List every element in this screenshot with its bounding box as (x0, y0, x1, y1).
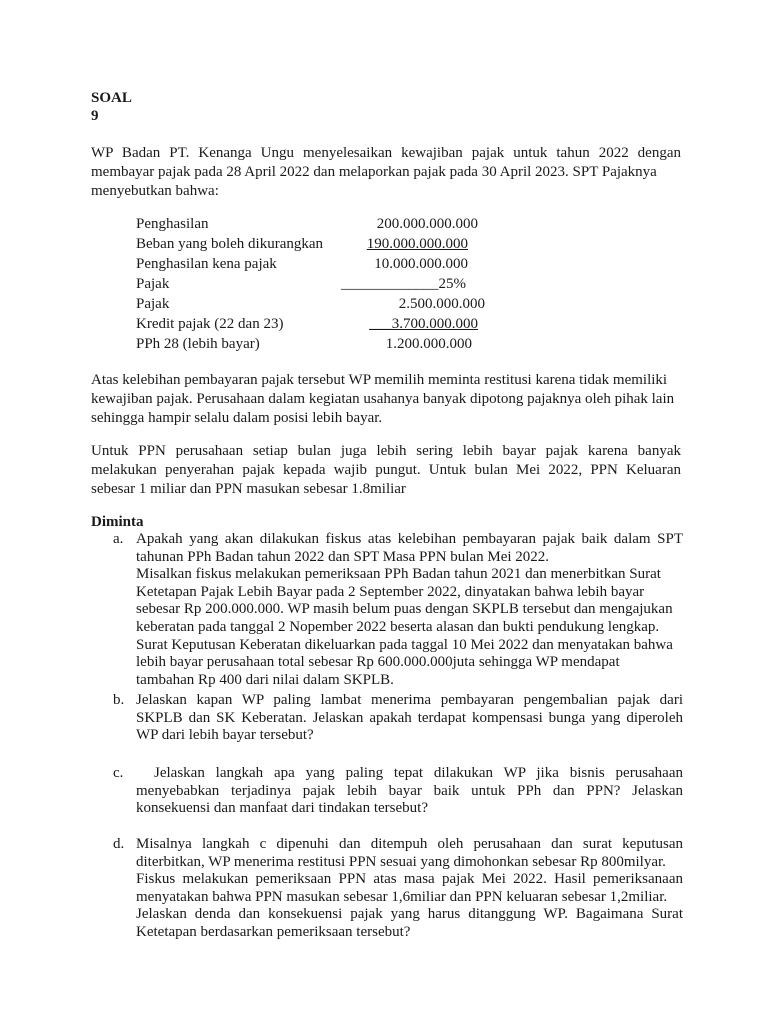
question-heading (91, 89, 132, 125)
item-line: Apakah yang akan dilakukan fiskus atas kelebihan pembayaran pajak baik dalam SPT (136, 531, 683, 547)
intro-line: membayar pajak pada 28 April 2022 dan melaporkan pajak pada 30 April 2023. SPT Pajaknya (91, 164, 657, 180)
item-line: keberatan pada tanggal 2 Nopember 2022 beserta alasan dan bukti pendukung lengkap. (136, 618, 660, 635)
paragraph-line: sehingga hampir selalu dalam posisi lebih bayar. (91, 410, 383, 426)
paragraph-line: Untuk PPN perusahaan setiap bulan juga lebih sering lebih bayar pajak karena banyak (91, 443, 681, 459)
spt-row (136, 294, 496, 314)
spt-label: Pajak (136, 296, 170, 312)
item-line: Fiskus melakukan pemeriksaan PPN atas masa pajak Mei 2022. Hasil pemeriksanaan (136, 871, 683, 888)
item-line: Misalkan fiskus melakukan pemeriksaan PPh Badan tahun 2021 dan menerbitkan Surat (136, 566, 661, 583)
item-marker: c. (113, 765, 124, 781)
item-line: SKPLB dan SK Keberatan. Jelaskan apakah terdapat kompensasi bunga yang diperoleh (136, 709, 683, 726)
item-line: menyatakan bahwa PPN masukan sebesar 1,6miliar dan PPN keluaran sebesar 1,2miliar. (136, 888, 668, 905)
item-line: menyebabkan terjadinya pajak lebih bayar baik untuk PPh dan PPN? Jelaskan (136, 782, 683, 799)
spt-row (136, 274, 496, 294)
item-line: diterbitkan, WP menerima restitusi PPN sesuai yang dimohonkan sebesar Rp 800milyar. (136, 853, 666, 870)
restitution-paragraph (91, 371, 681, 428)
item-body (136, 765, 683, 818)
paragraph-line: kewajiban pajak. Perusahaan dalam kegiatan usahanya banyak dipotong pajaknya oleh pihak lain (91, 391, 675, 407)
spt-value: _____________25% (341, 276, 466, 292)
item-line: tahunan PPh Badan tahun 2022 dan SPT Masa PPN bulan Mei 2022. (136, 548, 550, 565)
item-line: Jelaskan langkah apa yang paling tepat dilakukan WP jika bisnis perusahaan (154, 765, 683, 781)
spt-table (136, 214, 496, 354)
spt-label: Penghasilan kena pajak (136, 256, 277, 272)
spt-value: 190.000.000.000 (366, 236, 468, 252)
intro-line: menyebutkan bahwa: (91, 183, 219, 199)
item-body (136, 836, 683, 942)
spt-value: ___3.700.000.000 (369, 316, 478, 332)
heading-title: SOAL (91, 90, 132, 106)
intro-paragraph (91, 144, 681, 201)
paragraph-line: Atas kelebihan pembayaran pajak tersebut WP memilih meminta restitusi karena tidak memiliki (91, 372, 668, 388)
item-line: Ketetapan berdasarkan pemeriksaan tersebut? (136, 923, 411, 940)
spt-label: Beban yang boleh dikurangkan (136, 236, 324, 252)
intro-line: WP Badan PT. Kenanga Ungu menyelesaikan kewajiban pajak untuk tahun 2022 dengan (91, 145, 681, 161)
paragraph-line: sebesar 1 miliar dan PPN masukan sebesar 1.8miliar (91, 481, 406, 497)
item-line: konsekuensi dan manfaat dari tindakan tersebut? (136, 800, 428, 817)
spt-value: 200.000.000.000 (376, 216, 478, 232)
spt-row (136, 254, 496, 274)
item-line: Surat Keputusan Keberatan dikeluarkan pada taggal 10 Mei 2022 dan menyatakan bahwa (136, 636, 673, 653)
item-body (136, 692, 683, 745)
item-line: Jelaskan denda dan konsekuensi pajak yang harus ditanggung WP. Bagaimana Surat (136, 906, 683, 923)
spt-label: Penghasilan (136, 216, 209, 232)
item-line: tambahan Rp 400 dari nilai dalam SKPLB. (136, 671, 394, 688)
item-line: Misalnya langkah c dipenuhi dan ditempuh oleh perusahaan dan surat keputusan (136, 836, 683, 852)
item-marker: b. (113, 692, 125, 708)
spt-label: PPh 28 (lebih bayar) (136, 336, 260, 352)
paragraph-line: melakukan penyerahan pajak kepada wajib pungut. Untuk bulan Mei 2022, PPN Keluaran (91, 462, 681, 478)
spt-row (136, 314, 496, 334)
spt-row (136, 334, 496, 354)
heading-number: 9 (91, 108, 99, 124)
spt-value: 2.500.000.000 (398, 296, 485, 312)
spt-row (136, 234, 496, 254)
item-marker: a. (113, 531, 124, 547)
diminta-heading: Diminta (91, 514, 144, 530)
item-line: WP dari lebih bayar tersebut? (136, 727, 314, 744)
spt-row (136, 214, 496, 234)
item-line: sebesar Rp 200.000.000. WP masih belum puas dengan SKPLB tersebut dan mengajukan (136, 601, 673, 618)
item-marker: d. (113, 836, 125, 852)
spt-value: 1.200.000.000 (385, 336, 472, 352)
item-line: Jelaskan kapan WP paling lambat menerima pembayaran pengembalian pajak dari (136, 692, 683, 708)
spt-label: Pajak (136, 276, 170, 292)
item-line: Ketetapan Pajak Lebih Bayar pada 2 September 2022, dinyatakan bahwa lebih bayar (136, 583, 645, 600)
item-body (136, 531, 683, 689)
spt-value: 10.000.000.000 (374, 256, 468, 272)
spt-label: Kredit pajak (22 dan 23) (136, 316, 284, 332)
item-line: lebih bayar perusahaan total sebesar Rp 600.000.000juta sehingga WP mendapat (136, 654, 620, 671)
ppn-paragraph (91, 442, 681, 499)
